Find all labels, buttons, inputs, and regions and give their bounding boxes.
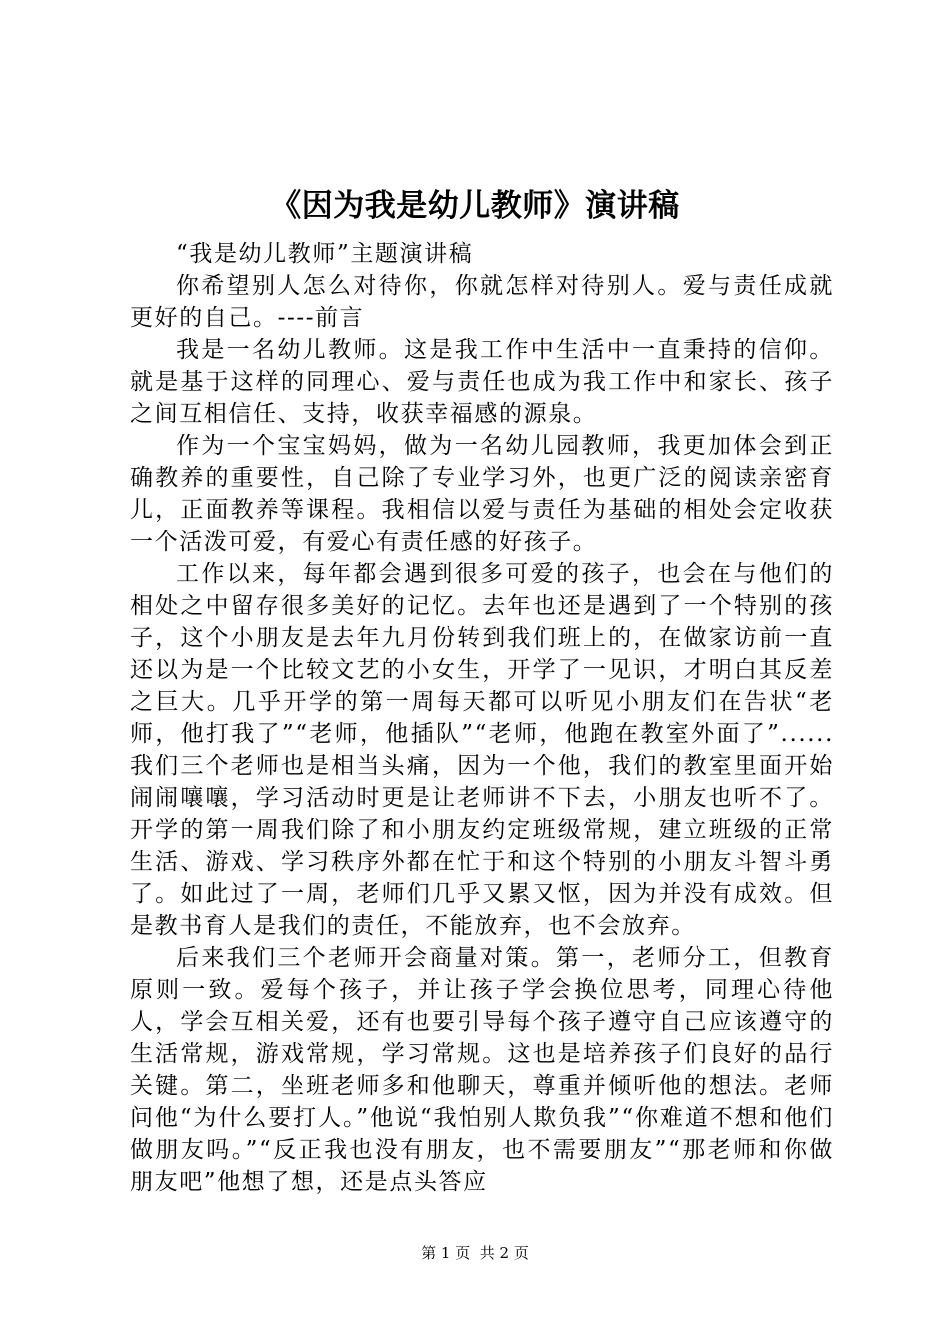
paragraph: 作为一个宝宝妈妈，做为一名幼儿园教师，我更加体会到正确教养的重要性，自己除了专业学习外，也更广泛的阅读亲密育儿，正面教养等课程。我相信以爱与责任为基础的相处会定收获一个活泼可爱，有爱心有责任感的好孩子。 bbox=[130, 433, 834, 555]
paragraph: 后来我们三个老师开会商量对策。第一，老师分工，但教育原则一致。爱每个孩子，并让孩子学会换位思考，同理心待他人，学会互相关爱，还有也要引导每个孩子遵守自己应该遵守的生活常规，游戏常规，学习常规。这也是培养孩子们良好的品行关键。第二，坐班老师多和他聊天，尊重并倾听他的想法。老师问他“为什么要打人。”他说“我怕别人欺负我”“你难道不想和他们做朋友吗。”“反正我也没有朋友，也不需要朋友”“那老师和你做朋友吧”他想了想，还是点头答应 bbox=[130, 945, 834, 1195]
paragraph: 我是一名幼儿教师。这是我工作中生活中一直秉持的信仰。就是基于这样的同理心、爱与责任也成为我工作中和家长、孩子之间互相信任、支持，收获幸福感的源泉。 bbox=[130, 337, 834, 427]
paragraph: 工作以来，每年都会遇到很多可爱的孩子，也会在与他们的相处之中留存很多美好的记忆。去年也还是遇到了一个特别的孩子，这个小朋友是去年九月份转到我们班上的，在做家访前一直还以为是一个比较文艺的小女生，开学了一见识，才明白其反差之巨大。几乎开学的第一周每天都可以听见小朋友们在告状“老师，他打我了”“老师，他插队”“老师，他跑在教室外面了”......我们三个老师也是相当头痛，因为一个他，我们的教室里面开始闹闹嚷嚷，学习活动时更是让老师讲不下去，小朋友也听不了。开学的第一周我们除了和小朋友约定班级常规，建立班级的正常生活、游戏、学习秩序外都在忙于和这个特别的小朋友斗智斗勇了。如此过了一周，老师们几乎又累又怄，因为并没有成效。但是教书育人是我们的责任，不能放弃，也不会放弃。 bbox=[130, 561, 834, 939]
document-title: 《因为我是幼儿教师》演讲稿 bbox=[270, 188, 680, 224]
paragraph-subtitle: “我是幼儿教师”主题演讲稿 bbox=[176, 241, 474, 267]
page-number: 第 1 页 bbox=[421, 1244, 471, 1262]
page-total: 共 2 页 bbox=[479, 1244, 529, 1262]
page-footer bbox=[0, 1243, 950, 1263]
document-body bbox=[130, 238, 834, 1198]
paragraph-preface: 你希望别人怎么对待你，你就怎样对待别人。爱与责任成就更好的自己。----前言 bbox=[130, 273, 834, 331]
